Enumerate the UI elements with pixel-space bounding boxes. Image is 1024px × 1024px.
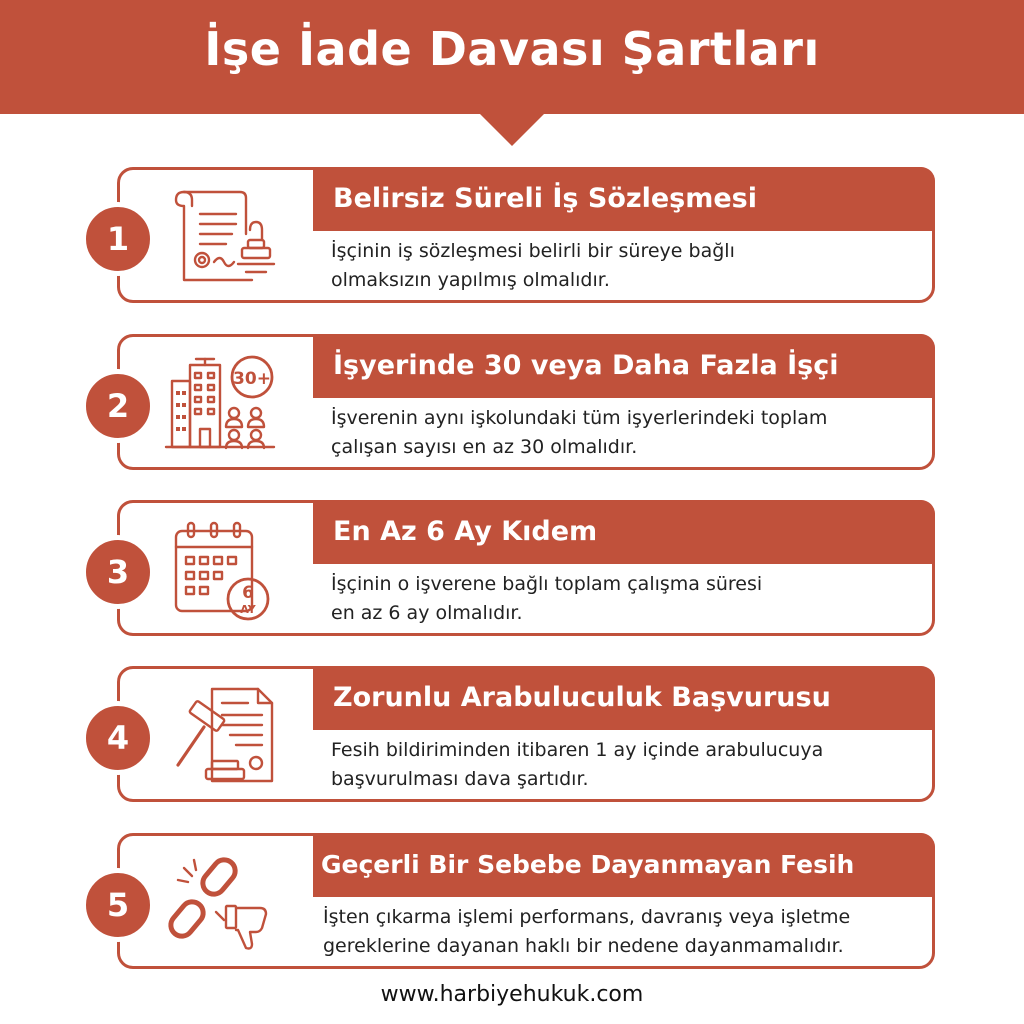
contract-stamp-icon bbox=[162, 184, 280, 288]
header-banner bbox=[0, 0, 1024, 114]
requirement-card-5 bbox=[117, 833, 935, 969]
badge-ay-text: AY bbox=[240, 603, 256, 616]
step-number-1: 1 bbox=[81, 202, 155, 276]
gavel-document-icon bbox=[162, 683, 280, 787]
badge-6-text: 6 bbox=[242, 583, 254, 603]
header-arrow bbox=[478, 112, 546, 146]
requirement-description: İşçinin iş sözleşmesi belirli bir süreye bağlı olmaksızın yapılmış olmalıdır. bbox=[331, 240, 735, 291]
requirement-card-1 bbox=[117, 167, 935, 303]
requirement-description: Fesih bildiriminden itibaren 1 ay içinde arabulucuya başvurulması dava şartıdır. bbox=[331, 739, 824, 790]
requirement-description: İşverenin aynı işkolundaki tüm işyerlerindeki toplam çalışan sayısı en az 30 olmalıdır. bbox=[331, 407, 828, 458]
requirement-title: İşyerinde 30 veya Daha Fazla İşçi bbox=[313, 334, 935, 398]
requirement-card-3 bbox=[117, 500, 935, 636]
page-title: İşe İade Davası Şartları bbox=[204, 22, 820, 76]
requirement-title: Zorunlu Arabuluculuk Başvurusu bbox=[313, 666, 935, 730]
requirement-title: Geçerli Bir Sebebe Dayanmayan Fesih bbox=[313, 833, 935, 897]
requirement-description: İşçinin o işverene bağlı toplam çalışma süresi en az 6 ay olmalıdır. bbox=[331, 573, 763, 624]
building-workers-icon bbox=[162, 351, 280, 455]
broken-chain-thumbs-down-icon bbox=[162, 850, 280, 954]
requirement-description: İşten çıkarma işlemi performans, davranış veya işletme gereklerine dayanan haklı bir nedene dayanmamalıdır. bbox=[323, 906, 851, 957]
website-url: www.harbiyehukuk.com bbox=[380, 982, 644, 1007]
step-number-2: 2 bbox=[81, 369, 155, 443]
calendar-icon bbox=[162, 517, 280, 621]
step-number-4: 4 bbox=[81, 701, 155, 775]
requirement-title: En Az 6 Ay Kıdem bbox=[313, 500, 935, 564]
requirement-title: Belirsiz Süreli İş Sözleşmesi bbox=[313, 167, 935, 231]
badge-30-text: 30+ bbox=[233, 369, 271, 389]
step-number-5: 5 bbox=[81, 868, 155, 942]
requirement-card-2 bbox=[117, 334, 935, 470]
step-number-3: 3 bbox=[81, 535, 155, 609]
requirement-card-4 bbox=[117, 666, 935, 802]
